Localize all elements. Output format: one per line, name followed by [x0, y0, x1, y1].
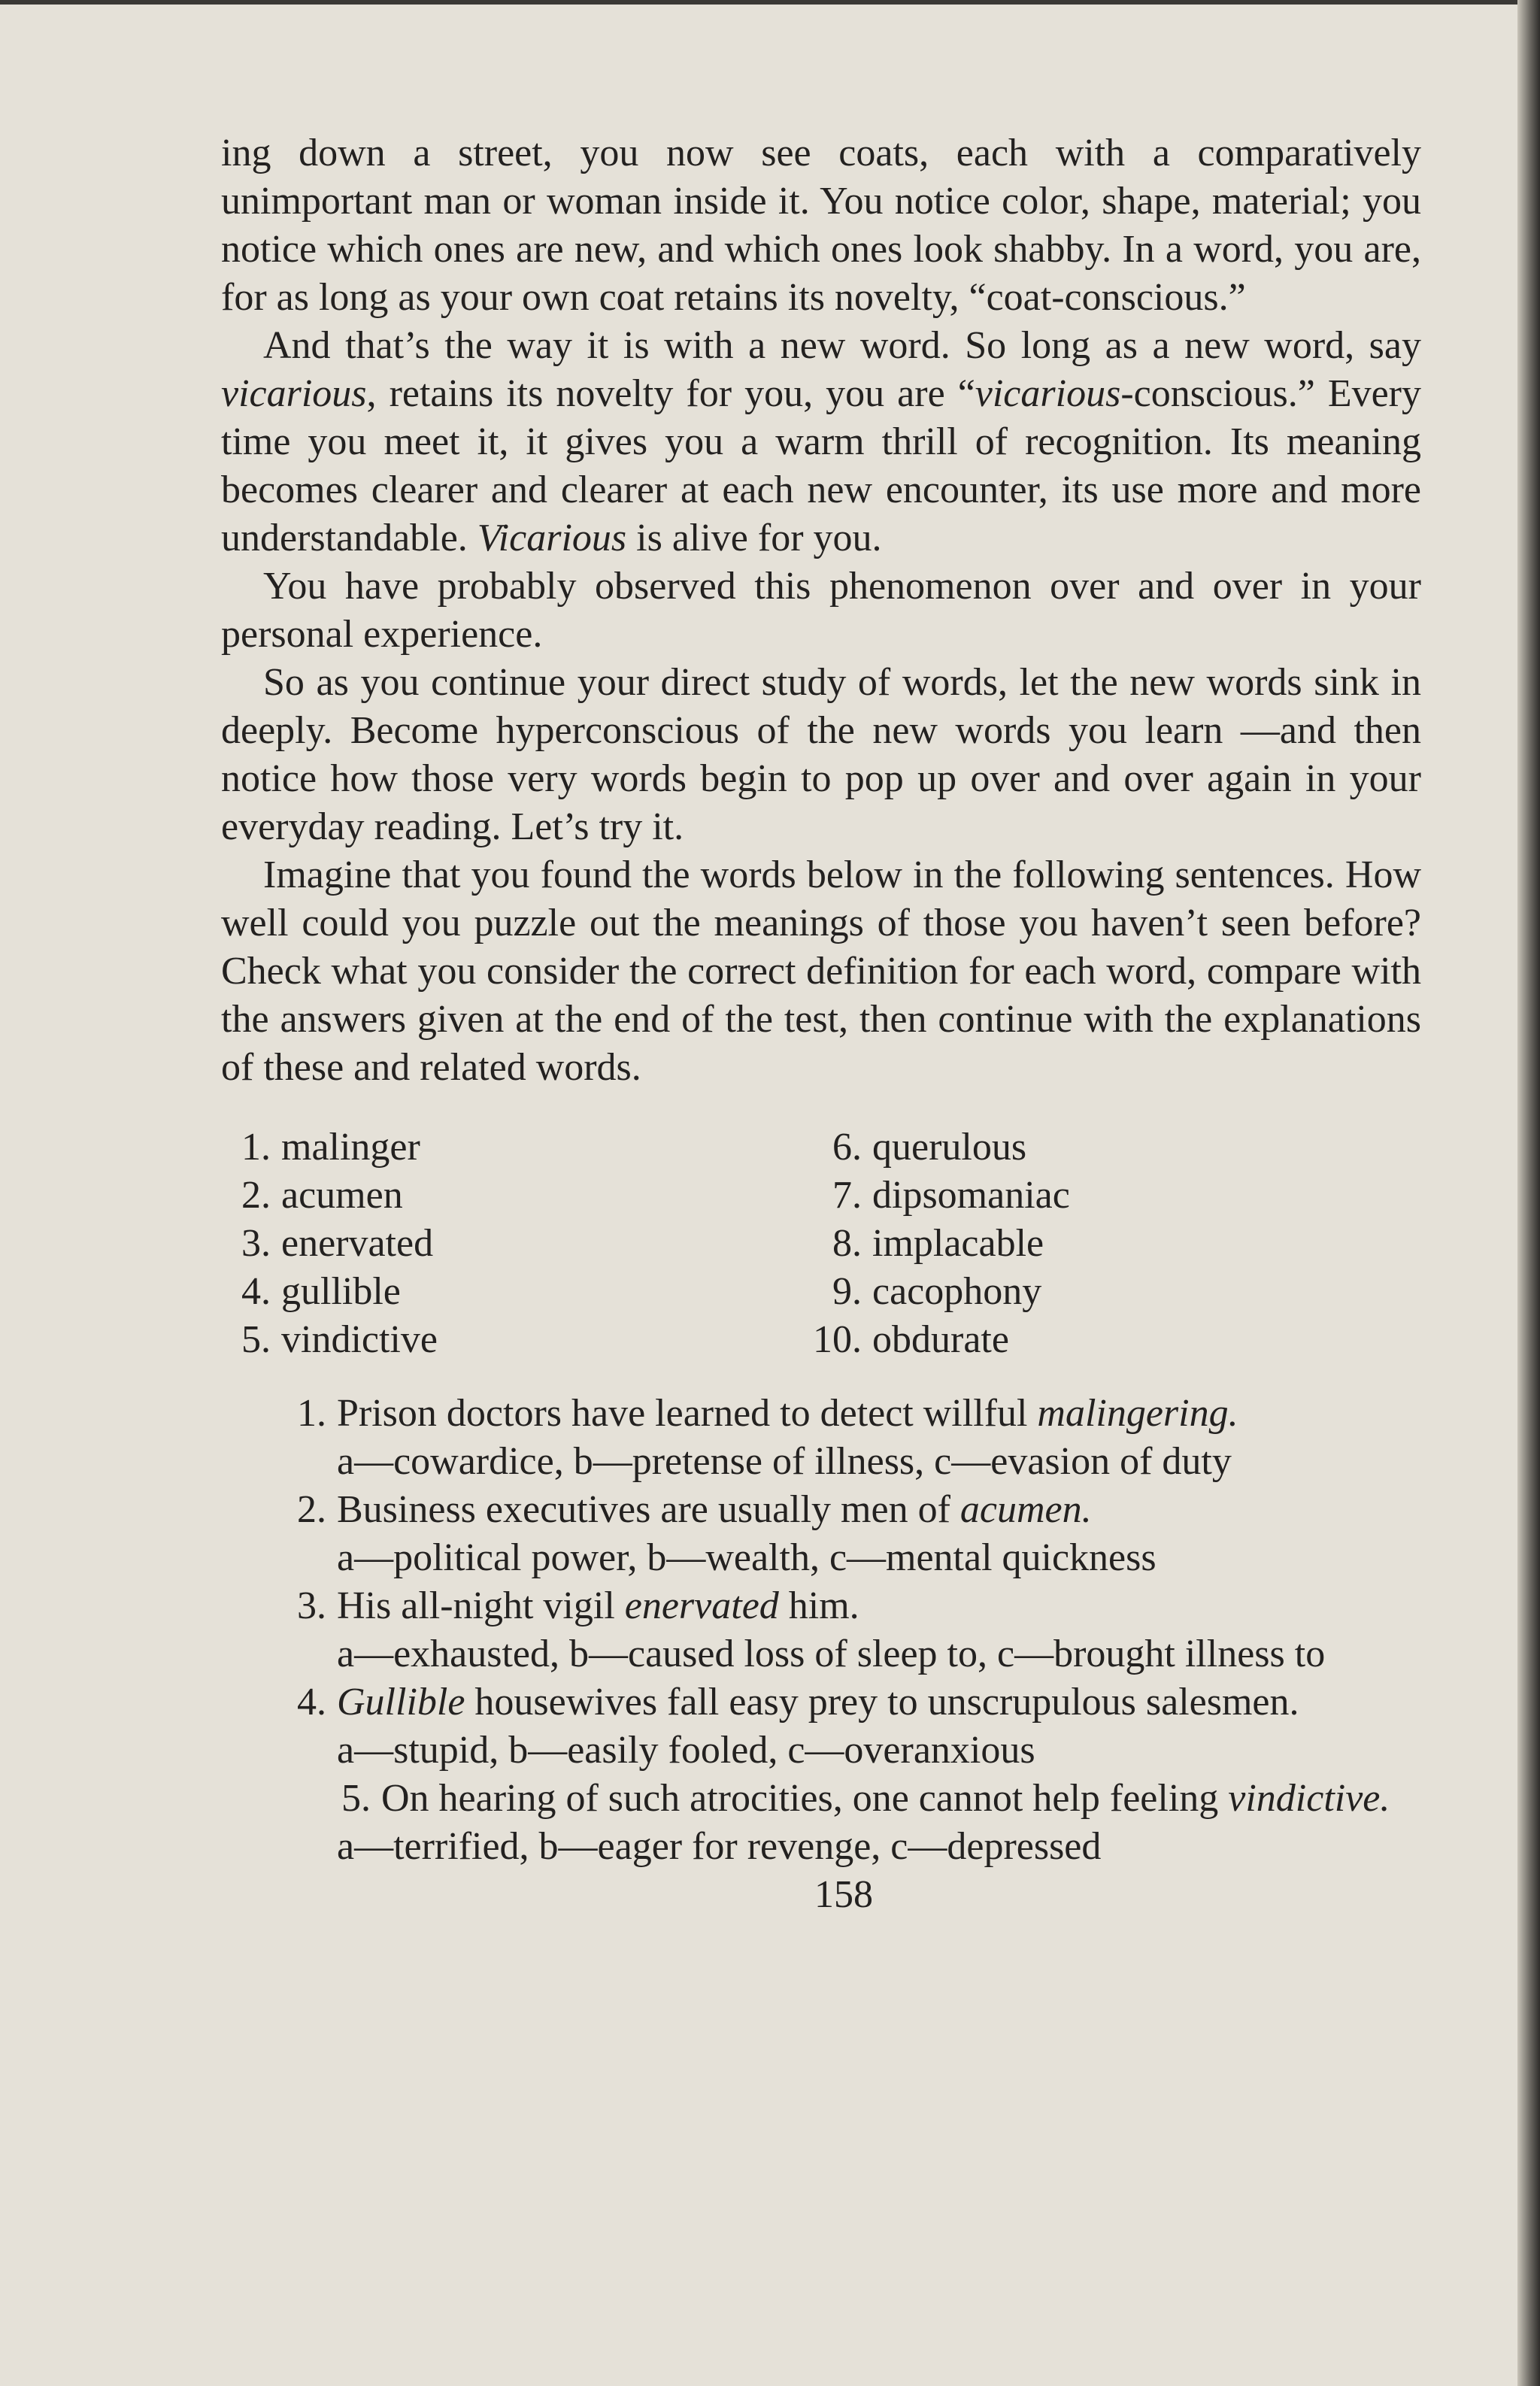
word-number: 9. — [832, 1270, 862, 1313]
word-number: 7. — [832, 1174, 862, 1217]
word-number: 3. — [241, 1222, 271, 1265]
answer-options: a—political power, b—wealth, c—mental quickness — [337, 1536, 1157, 1579]
question-sentence — [221, 1678, 1421, 1727]
text-run: him. — [778, 1584, 859, 1627]
word-list-item — [221, 1172, 812, 1220]
word-list-right-column — [812, 1123, 1414, 1364]
text-run: is alive for you. — [626, 517, 882, 559]
word-list-item — [812, 1220, 1414, 1268]
answer-options: a—exhausted, b—caused loss of sleep to, c—brought illness to — [337, 1633, 1326, 1675]
word-number: 1. — [241, 1126, 271, 1169]
italic-term: enervated — [624, 1584, 779, 1627]
word-list-item — [221, 1268, 812, 1316]
question-sentence — [221, 1390, 1421, 1438]
text-run: On hearing of such atrocities, one cannot help feeling — [381, 1777, 1229, 1820]
italic-term: Gullible — [337, 1681, 465, 1724]
question-item — [221, 1390, 1421, 1486]
paragraph — [221, 659, 1421, 851]
question-item — [221, 1775, 1421, 1871]
word-number: 2. — [241, 1174, 271, 1217]
word-term: vindictive — [281, 1318, 438, 1361]
paragraph — [221, 562, 1421, 659]
paragraph — [221, 851, 1421, 1092]
text-run: Imagine that you found the words below in the following sentences. How well could you puzzle out the meanings of those you haven’t seen before? Check what you consider the correct definition for each word, compare with the answers given at the end of the test, then continue with the explanations of these and related words. — [221, 853, 1421, 1089]
italic-term: malingering. — [1037, 1392, 1238, 1435]
question-item — [221, 1486, 1421, 1582]
question-text — [337, 1678, 1299, 1727]
text-run: You have probably observed this phenomenon over and over in your personal experience. — [221, 565, 1421, 656]
question-number: 2. — [297, 1488, 326, 1531]
word-number: 6. — [832, 1126, 862, 1169]
word-list-item — [221, 1316, 812, 1364]
word-term: cacophony — [872, 1270, 1042, 1313]
word-list-item — [812, 1268, 1414, 1316]
italic-term: Vicarious — [477, 517, 627, 559]
text-run: His all-night vigil — [337, 1584, 625, 1627]
text-run: ing down a street, you now see coats, each with a comparatively unimportant man or woman inside it. You notice color, shape, material; you notice which ones are new, and which ones look shabby. In a word, you are, for as long as your own coat retains its novelty, “coat-conscious.” — [221, 132, 1421, 319]
text-run: Prison doctors have learned to detect willful — [337, 1392, 1038, 1435]
word-term: implacable — [872, 1222, 1044, 1265]
italic-term: vicarious — [221, 372, 367, 415]
question-number: 1. — [297, 1392, 326, 1435]
italic-term: acumen. — [959, 1488, 1092, 1531]
question-number: 3. — [297, 1584, 326, 1627]
question-item — [221, 1678, 1421, 1775]
body-text — [221, 129, 1421, 1092]
paragraph — [221, 129, 1421, 322]
word-list-item — [221, 1123, 812, 1172]
answer-options: a—stupid, b—easily fooled, c—overanxious — [337, 1729, 1035, 1772]
word-list-item — [812, 1316, 1414, 1364]
question-text — [337, 1390, 1238, 1438]
word-term: malinger — [281, 1126, 420, 1169]
text-run: Business executives are usually men of — [337, 1488, 960, 1531]
top-edge-rule — [0, 0, 1540, 5]
word-term: dipsomaniac — [872, 1174, 1070, 1217]
word-number: 5. — [241, 1318, 271, 1361]
italic-term: vindictive. — [1228, 1777, 1390, 1820]
word-number: 8. — [832, 1222, 862, 1265]
question-number: 4. — [297, 1681, 326, 1724]
word-list-left-column — [221, 1123, 812, 1364]
question-number: 5. — [341, 1777, 371, 1820]
question-text — [337, 1582, 859, 1630]
word-term: gullible — [281, 1270, 401, 1313]
page-number: 158 — [814, 1873, 873, 1916]
question-sentence — [221, 1775, 1421, 1823]
word-term: obdurate — [872, 1318, 1009, 1361]
text-run: -conscious.” Every time you meet it, it gives you a warm thrill of recognition. Its meaning becomes clearer and clearer at each new encounter, its use more and more understandable. — [221, 372, 1421, 559]
answer-options: a—cowardice, b—pretense of illness, c—evasion of duty — [337, 1440, 1232, 1483]
question-sentence — [221, 1486, 1421, 1534]
question-text — [337, 1486, 1092, 1534]
word-number: 10. — [813, 1318, 862, 1361]
text-run: housewives fall easy prey to unscrupulous salesmen. — [465, 1681, 1299, 1724]
question-text — [381, 1777, 1390, 1820]
text-run: , retains its novelty for you, you are “ — [366, 372, 975, 415]
word-list-item — [812, 1172, 1414, 1220]
italic-term: vicarious — [975, 372, 1121, 415]
word-list-item — [221, 1220, 812, 1268]
word-term: querulous — [872, 1126, 1027, 1169]
answer-options: a—terrified, b—eager for revenge, c—depressed — [337, 1825, 1102, 1868]
word-list — [221, 1123, 1421, 1364]
book-page — [221, 129, 1421, 1919]
question-sentence — [221, 1582, 1421, 1630]
paragraph — [221, 322, 1421, 562]
word-number: 4. — [241, 1270, 271, 1313]
page-binding-shadow — [1517, 0, 1540, 2386]
word-term: enervated — [281, 1222, 434, 1265]
text-run: So as you continue your direct study of words, let the new words sink in deeply. Become hyperconscious of the new words you learn —and then notice how those very words begin to pop up over and over again in your everyday reading. Let’s try it. — [221, 661, 1421, 848]
word-term: acumen — [281, 1174, 403, 1217]
text-run: And that’s the way it is with a new word. So long as a new word, say — [263, 324, 1421, 367]
question-item — [221, 1582, 1421, 1678]
question-list — [221, 1390, 1421, 1871]
word-list-item — [812, 1123, 1414, 1172]
